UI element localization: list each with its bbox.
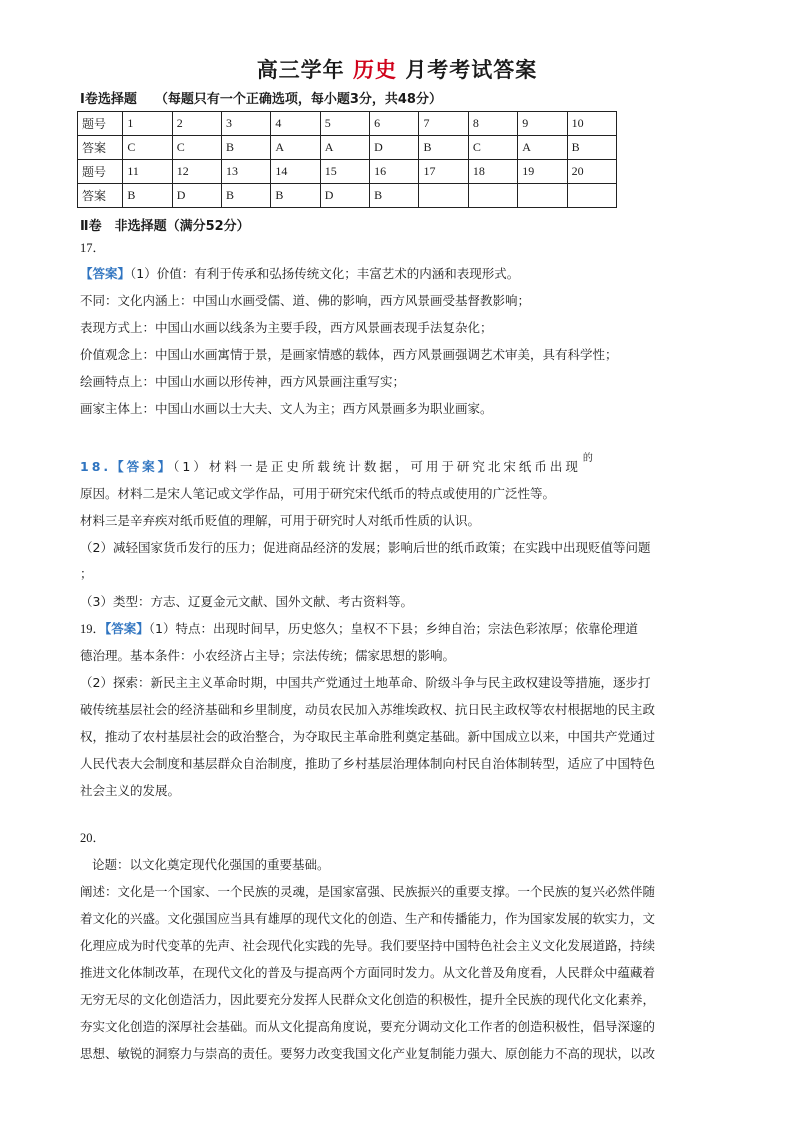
table-cell: 11 <box>123 160 172 184</box>
q17-line-2: 不同：文化内涵上：中国山水画受儒、道、佛的影响，西方风景画受基督教影响； <box>80 293 531 308</box>
q20-line-1: 论题：以文化奠定现代化强国的重要基础。 <box>92 857 330 872</box>
page-title <box>0 54 794 84</box>
table-cell: 1 <box>123 112 172 136</box>
table-cell: B <box>419 136 468 160</box>
q18-line-3: 材料三是辛弃疾对纸币贬值的理解，可用于研究时人对纸币性质的认识。 <box>80 513 481 528</box>
title-suffix: 月考考试答案 <box>405 57 538 82</box>
q19-line-6: 人民代表大会制度和基层群众自治制度，推助了乡村基层治理体制向村民自治体制转型，适应了中国特色 <box>80 756 656 771</box>
table-cell: 12 <box>172 160 221 184</box>
table-cell: B <box>370 184 419 208</box>
q18-line-5: ； <box>80 566 93 581</box>
table-cell: 15 <box>320 160 369 184</box>
title-subject: 历史 <box>353 57 397 82</box>
table-cell: C <box>468 136 517 160</box>
table-row-numbers-1 <box>78 112 617 136</box>
table-cell: C <box>123 136 172 160</box>
q20-line-3: 着文化的兴盛。文化强国应当具有雄厚的现代文化的创造、生产和传播能力，作为国家发展的软实力，文 <box>80 911 656 926</box>
table-cell: C <box>172 136 221 160</box>
q19-line-3: （2）探索：新民主主义革命时期，中国共产党通过土地革命、阶级斗争与民主政权建设等措施，逐步打 <box>80 675 651 690</box>
table-cell: 5 <box>320 112 369 136</box>
q17-line-3: 表现方式上：中国山水画以线条为主要手段，西方风景画表现手法复杂化； <box>80 320 493 335</box>
section1-heading <box>80 88 442 107</box>
table-cell: B <box>222 136 271 160</box>
q17-line-1 <box>80 266 519 282</box>
table-cell: 8 <box>468 112 517 136</box>
table-cell: 14 <box>271 160 320 184</box>
table-cell <box>419 184 468 208</box>
table-cell: D <box>172 184 221 208</box>
table-label-question: 题号 <box>78 160 123 184</box>
title-prefix: 高三学年 <box>256 57 345 82</box>
q18-number: 18. <box>80 459 112 474</box>
q17-line-4: 价值观念上：中国山水画寓情于景，是画家情感的载体，西方风景画强调艺术审美，具有科学性； <box>80 347 618 362</box>
section1-title: Ⅰ卷选择题 <box>80 92 137 107</box>
table-cell: 9 <box>518 112 567 136</box>
table-cell: D <box>370 136 419 160</box>
table-row-numbers-2 <box>78 160 617 184</box>
table-cell: 2 <box>172 112 221 136</box>
table-cell: B <box>567 136 616 160</box>
table-cell: 7 <box>419 112 468 136</box>
table-cell: 6 <box>370 112 419 136</box>
table-cell: 4 <box>271 112 320 136</box>
section1-note: （每题只有一个正确选项，每小题3分，共48分） <box>154 92 442 107</box>
q19-line-7: 社会主义的发展。 <box>80 783 181 798</box>
q20-number: 20． <box>80 831 106 845</box>
table-cell: B <box>123 184 172 208</box>
q18-line-4: （2）减轻国家货币发行的压力；促进商品经济的发展；影响后世的纸币政策；在实践中出现贬值等问题 <box>80 540 651 555</box>
q19-line-1 <box>80 621 638 637</box>
q18-text-1: （1）材料一是正史所载统计数据，可用于研究北宋纸币出现 <box>173 459 581 474</box>
table-cell: B <box>222 184 271 208</box>
table-cell: 16 <box>370 160 419 184</box>
q20-line-4: 化理应成为时代变革的先声、社会现代化实践的先导。我们要坚持中国特色社会主义文化发展道路，持续 <box>80 938 656 953</box>
table-cell: B <box>271 184 320 208</box>
q19-line-5: 权，推动了农村基层社会的政治整合，为夺取民主革命胜利奠定基础。新中国成立以来，中国共产党通过 <box>80 729 656 744</box>
table-cell: A <box>320 136 369 160</box>
q20-line-5: 推进文化体制改革，在现代文化的普及与提高两个方面同时发力。从文化普及角度看，人民群众中蕴藏着 <box>80 965 656 980</box>
table-label-question: 题号 <box>78 112 123 136</box>
table-cell: A <box>518 136 567 160</box>
q20-line-8: 思想、敏锐的洞察力与崇高的责任。要努力改变我国文化产业复制能力强大、原创能力不高的现状，以改 <box>80 1046 656 1061</box>
q17-number: 17． <box>80 241 106 255</box>
q17-line-5: 绘画特点上：中国山水画以形传神，西方风景画注重写实； <box>80 374 406 389</box>
answer-table <box>77 111 617 208</box>
table-cell <box>468 184 517 208</box>
table-label-answer: 答案 <box>78 136 123 160</box>
answer-tag: 【答案】 <box>105 621 149 636</box>
table-cell: 20 <box>567 160 616 184</box>
table-row-answers-2 <box>78 184 617 208</box>
table-cell: D <box>320 184 369 208</box>
q19-line-4: 破传统基层社会的经济基础和乡里制度，动员农民加入苏维埃政权、抗日民主政权等农村根据地的民主政 <box>80 702 656 717</box>
table-row-answers-1 <box>78 136 617 160</box>
table-cell: 19 <box>518 160 567 184</box>
table-cell: 10 <box>567 112 616 136</box>
q20-line-7: 夯实文化创造的深厚社会基础。而从文化提高角度说，要充分调动文化工作者的创造积极性，倡导深邃的 <box>80 1019 656 1034</box>
q18-line-6: （3）类型：方志、辽夏金元文献、国外文献、考古资料等。 <box>80 594 413 609</box>
q19-text-1: （1）特点：出现时间早，历史悠久；皇权不下县；乡绅自治；宗法色彩浓厚；依靠伦理道 <box>148 621 638 636</box>
table-label-answer: 答案 <box>78 184 123 208</box>
section2-heading: Ⅱ卷 非选择题（满分52分） <box>80 219 250 234</box>
table-cell: 18 <box>468 160 517 184</box>
answer-tag: 【答案】 <box>80 266 131 281</box>
q20-line-2: 阐述：文化是一个国家、一个民族的灵魂，是国家富强、民族振兴的重要支撑。一个民族的复兴必然伴随 <box>80 884 656 899</box>
table-cell: 3 <box>222 112 271 136</box>
table-cell <box>518 184 567 208</box>
q18-superscript: 的 <box>582 453 593 464</box>
q18-line-2: 原因。材料二是宋人笔记或文学作品，可用于研究宋代纸币的特点或使用的广泛性等。 <box>80 486 556 501</box>
q17-text-1: （1）价值：有利于传承和弘扬传统文化；丰富艺术的内涵和表现形式。 <box>130 266 520 281</box>
q17-line-6: 画家主体上：中国山水画以士大夫、文人为主；西方风景画多为职业画家。 <box>80 401 493 416</box>
table-cell <box>567 184 616 208</box>
q18-line-1 <box>80 453 593 477</box>
table-cell: 17 <box>419 160 468 184</box>
table-cell: 13 <box>222 160 271 184</box>
table-cell: A <box>271 136 320 160</box>
q19-number: 19． <box>80 622 106 636</box>
q20-line-6: 无穷无尽的文化创造活力，因此要充分发挥人民群众文化创造的积极性，提升全民族的现代化文化素养， <box>80 992 656 1007</box>
answer-tag: 【答案】 <box>111 459 174 474</box>
q19-line-2: 德治理。基本条件：小农经济占主导；宗法传统；儒家思想的影响。 <box>80 648 456 663</box>
